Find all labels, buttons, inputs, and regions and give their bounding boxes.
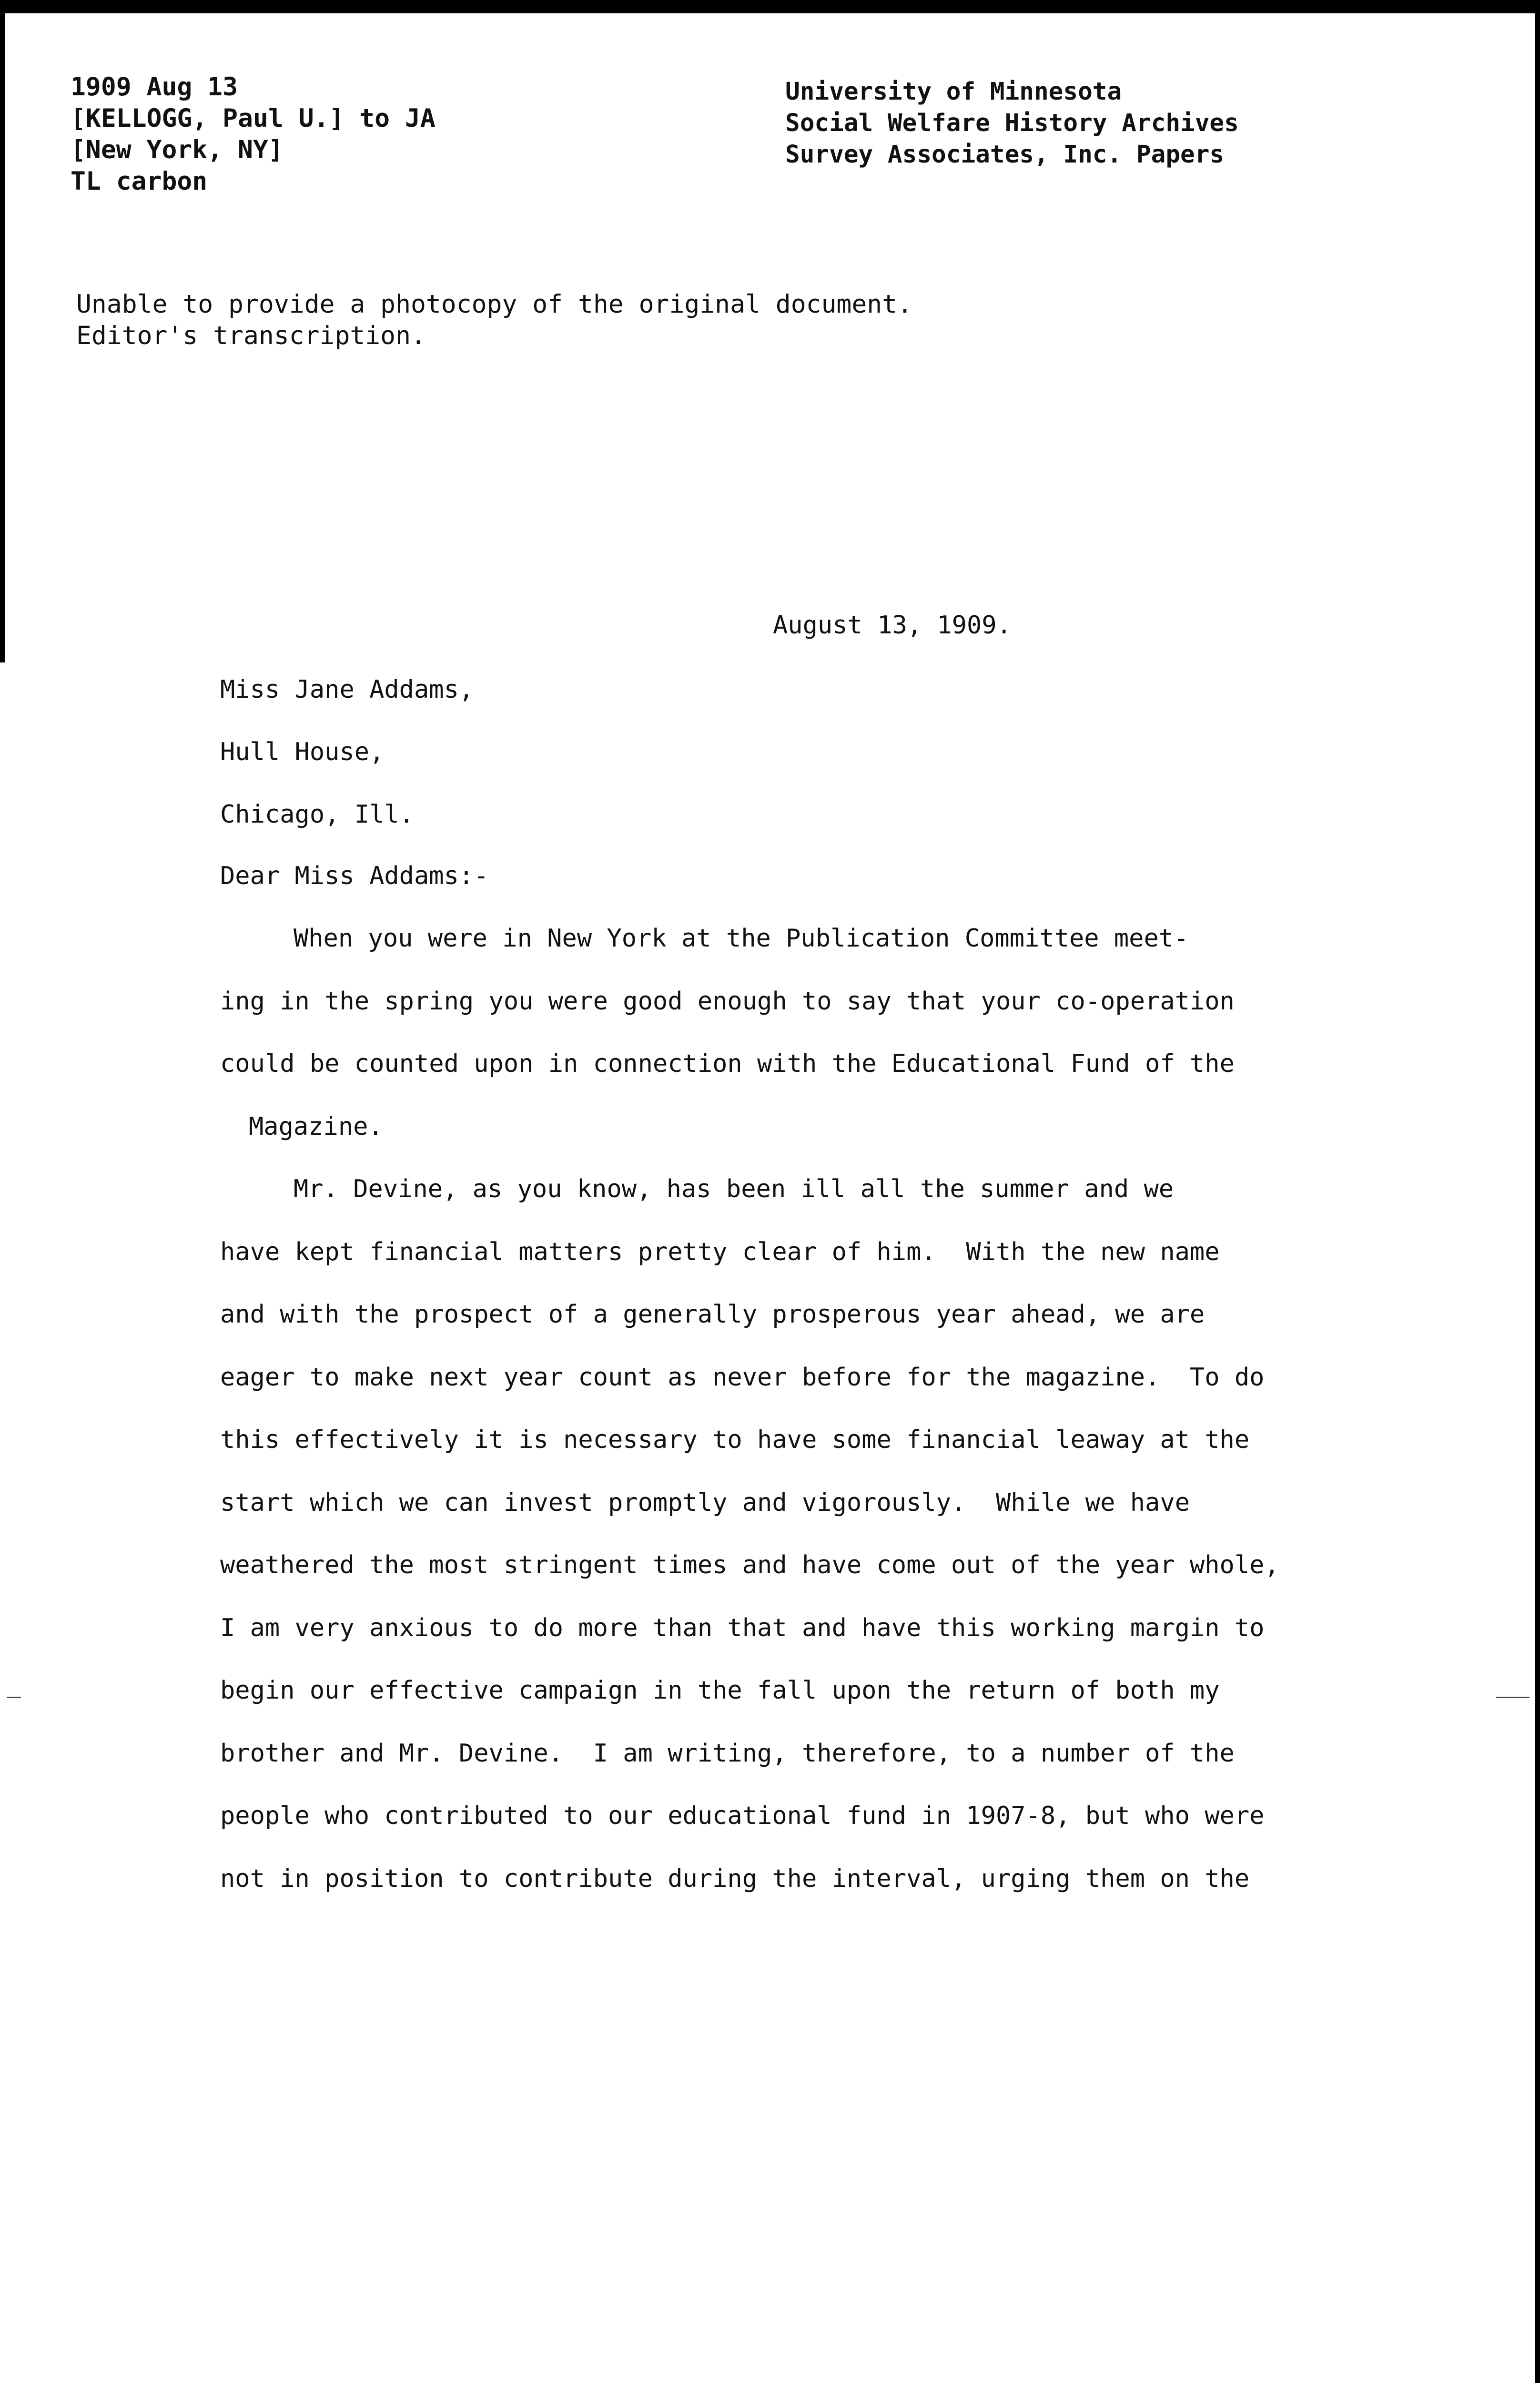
- body-line: people who contributed to our educational fund in 1907-8, but who were: [220, 1802, 1265, 1830]
- body-line: could be counted upon in connection with the Educational Fund of the: [220, 1049, 1235, 1078]
- scan-border-left: [0, 0, 5, 662]
- body-line: and with the prospect of a generally prosperous year ahead, we are: [220, 1300, 1205, 1329]
- editor-note: [76, 289, 912, 352]
- body-line: When you were in New York at the Publication Committee meet-: [294, 924, 1189, 953]
- body-line: eager to make next year count as never before for the magazine. To do: [220, 1363, 1265, 1392]
- recipient-address: [220, 674, 474, 861]
- address-line: Hull House,: [220, 738, 385, 766]
- institution: University of Minnesota: [785, 78, 1122, 106]
- body-line: weathered the most stringent times and have come out of the year whole,: [220, 1551, 1279, 1579]
- body-line: Mr. Devine, as you know, has been ill all the summer and we: [294, 1175, 1174, 1203]
- body-line: I am very anxious to do more than that and have this working margin to: [220, 1613, 1265, 1642]
- letter-date: August 13, 1909.: [773, 611, 1012, 640]
- archive-header-left: [71, 71, 436, 197]
- body-line: start which we can invest promptly and vigorously. While we have: [220, 1488, 1190, 1517]
- archive-header-right: [785, 76, 1239, 171]
- salutation: Dear Miss Addams:-: [220, 862, 489, 890]
- right-margin-mark: [1496, 1697, 1530, 1698]
- left-margin-mark: [7, 1697, 21, 1698]
- collection-name: Survey Associates, Inc. Papers: [785, 141, 1225, 169]
- body-line: ing in the spring you were good enough to say that your co-operation: [220, 987, 1235, 1016]
- editor-note-line: Editor's transcription.: [76, 321, 426, 350]
- archive-name: Social Welfare History Archives: [785, 109, 1239, 137]
- body-line: begin our effective campaign in the fall upon the return of both my: [220, 1676, 1220, 1705]
- address-line: Miss Jane Addams,: [220, 675, 474, 704]
- document-type: TL carbon: [71, 167, 208, 196]
- author-recipient: [KELLOGG, Paul U.] to JA: [71, 104, 436, 133]
- scan-border-right: [1535, 0, 1540, 2383]
- letter-body: [220, 923, 1297, 1925]
- body-line: have kept financial matters pretty clear of him. With the new name: [220, 1237, 1220, 1266]
- document-date: 1909 Aug 13: [71, 72, 238, 102]
- body-line: brother and Mr. Devine. I am writing, therefore, to a number of the: [220, 1739, 1235, 1768]
- place: [New York, NY]: [71, 135, 284, 164]
- scan-border-top: [0, 0, 1540, 13]
- body-line: Magazine.: [249, 1112, 383, 1141]
- address-line: Chicago, Ill.: [220, 800, 414, 829]
- body-line: not in position to contribute during the interval, urging them on the: [220, 1864, 1250, 1893]
- body-line: this effectively it is necessary to have some financial leaway at the: [220, 1426, 1250, 1454]
- editor-note-line: Unable to provide a photocopy of the original document.: [76, 290, 912, 319]
